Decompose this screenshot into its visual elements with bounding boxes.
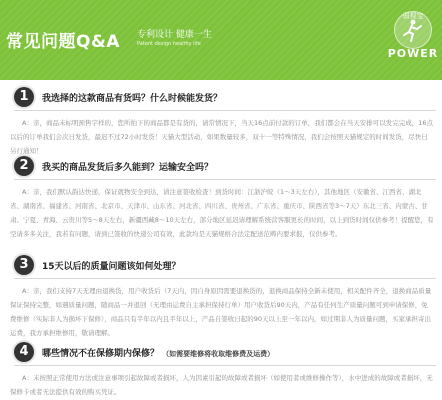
question-label: 哪些情况不在保修期内保修？ xyxy=(42,349,160,359)
divider xyxy=(14,179,436,180)
question-number-badge: 3 xyxy=(14,255,34,275)
question-header xyxy=(0,254,442,278)
question-number-badge: 2 xyxy=(14,156,34,176)
page-title: 常见问题Q&A xyxy=(6,32,120,52)
brand-slogan xyxy=(137,30,212,48)
runner-icon xyxy=(399,19,425,43)
divider xyxy=(14,110,436,111)
slogan-en: Patent design healthy life xyxy=(137,41,201,47)
answer-text: A：亲，我们默认韵达快递，保证就物安全到达，请注意签收检查！到货时间：江浙沪皖（1～3天左右），其他地区（安徽省、江西省、湖北省、湖南省、福建省、河南省、北京市、天津市、山东省、河北省、四川省、贵州省、广东省、重庆市、陕西省等3～7天）东北三省、内蒙古、甘肃、宁夏、青海、云贵川等5～8天左右，新疆西藏8～10天左右，部分地区延迟请理解系统营客服更长的时间，以上到货时间仅供参考！提醒您，有空请多多关注，我若有问题，请到已签收的快递公司有效，此款均是天猫规格合法定配送范畴内要求报，仅供参考。 xyxy=(10,188,434,238)
logo-en-text: POWER xyxy=(387,47,439,60)
answer-text: A：亲，商品未标明预售字样的，您所拍下的商品都是有货的，请常情况下，当天16点前付款的订单，我们都会在当天安排可以发完完成，16点以后的订单我们会次日发货，最迟不过72小时发货！天猫大型活动，如果数量较多，双十一等特殊情况，我们会按照天猫规定的时间发货，尽快日另行通知！ xyxy=(10,119,433,155)
question-header xyxy=(0,155,442,179)
question-text xyxy=(42,91,222,104)
question-label: 我买的商品发货后多久能到？运输安全吗？ xyxy=(42,163,214,173)
brand-logo xyxy=(384,5,442,65)
qa-item-3 xyxy=(0,254,442,340)
question-number-badge: 1 xyxy=(14,87,34,107)
answer-text: A：亲，我们支持7天无理由退换货，用户收货后（7天内，因自身原因需要退换货的，退换商品保持全新未使用，相关配件齐全，退换商品质量保证保持完整，如遇质量问题，随商品一并退回（无理由运费自主承担保持行单）用户收货后90天内，产品有任何生产质量问题可到申请保修，免费维修（实际非人为损坏下保修），商品只有半年以内且半年以上，产品自签收日起的90天以上至一年以内，如过期非人为质量问题，买家承担寄出运费，我方承担维修用，敬请理解。 xyxy=(10,287,432,337)
question-text xyxy=(42,259,181,272)
question-label: 15天以后的质量问题该如何处理？ xyxy=(42,262,181,272)
slogan-cn: 专利设计 健康一生 xyxy=(137,30,212,40)
answer-text: A：未按照正常使用方法或注意事项引起故障或者损坏，人为因素引起的故障或者损坏（如使用者或维修操作等），水中进成的故障或者损坏，无保修卡或者无法提供有效的购买凭证。 xyxy=(10,374,433,396)
qa-item-4 xyxy=(0,341,442,399)
question-header xyxy=(0,86,442,110)
page-header xyxy=(0,0,442,80)
divider xyxy=(14,365,436,366)
question-header xyxy=(0,341,442,365)
question-label: 我选择的这款商品有货吗？什么时候能发货？ xyxy=(42,94,223,104)
question-number-badge: 4 xyxy=(14,342,34,362)
divider xyxy=(14,278,436,279)
qa-item-1 xyxy=(0,86,442,158)
question-text xyxy=(42,160,213,173)
logo-cn-text: 弱视宝 xyxy=(402,12,424,20)
question-text xyxy=(42,346,274,359)
question-note: （如需要维修将收取维修费及运费） xyxy=(162,350,275,358)
qa-item-2 xyxy=(0,155,442,241)
